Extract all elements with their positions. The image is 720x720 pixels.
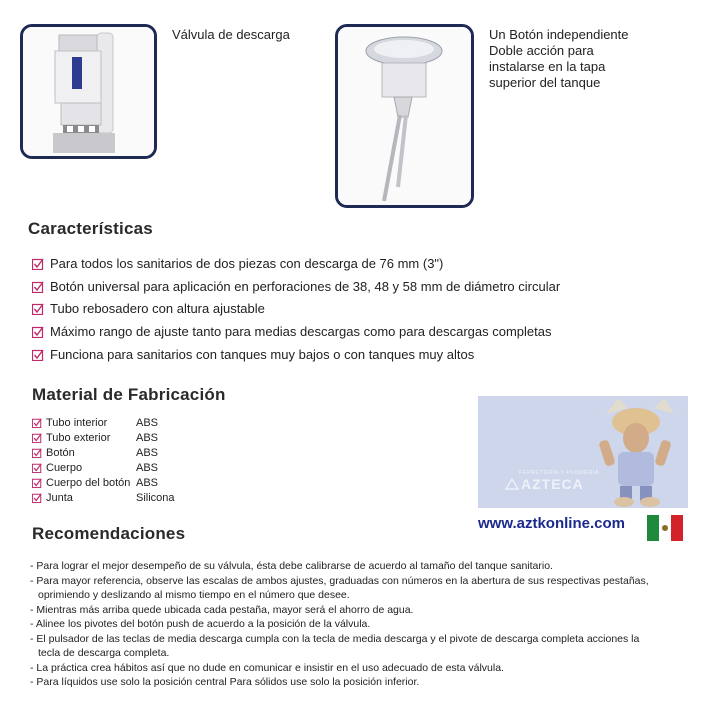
recommendation-item: - Para lograr el mejor desempeño de su válvula, ésta debe calibrarse de acuerdo al tamaño del tanque sanitario. xyxy=(30,560,553,572)
material-part: Tubo exterior xyxy=(46,432,111,444)
valve-caption: Válvula de descarga xyxy=(172,27,290,42)
material-value: Silicona xyxy=(136,492,175,504)
recommendation-item: oprimiendo y deslizando al mismo tiempo en el número que desee. xyxy=(38,589,350,601)
button-caption-line: Doble acción para xyxy=(489,43,594,58)
recommendations-list xyxy=(30,559,700,690)
checkbox-checked-icon xyxy=(32,303,44,315)
checkbox-checked-icon xyxy=(32,493,42,503)
recommendation-item: - Para mayor referencia, observe las escalas de ambos ajustes, graduadas con números en la abertura de sus respectivas pestañas, xyxy=(30,574,649,587)
recommendation-item: - La práctica crea hábitos así que no dude en comunicar e insistir en el uso adecuado de esta válvula. xyxy=(30,661,504,674)
valve-photo xyxy=(20,24,157,159)
material-row xyxy=(32,461,158,475)
mexico-flag-icon xyxy=(647,515,683,541)
website-link[interactable]: www.aztkonline.com xyxy=(478,515,625,532)
checkbox-checked-icon xyxy=(32,281,44,293)
recommendation-item: - Alinee los pivotes del botón push de acuerdo a la posición de la válvula. xyxy=(30,618,371,630)
features-heading: Características xyxy=(28,219,153,238)
button-caption-line: Un Botón independiente xyxy=(489,27,629,42)
checkbox-checked-icon xyxy=(32,258,44,270)
materials-heading: Material de Fabricación xyxy=(32,385,226,404)
material-value: ABS xyxy=(136,477,159,489)
recommendation-item: - Mientras más arriba quede ubicada cada pestaña, mayor será el ahorro de agua. xyxy=(30,603,414,616)
feature-text: Para todos los sanitarios de dos piezas con descarga de 76 mm (3") xyxy=(50,256,444,271)
material-value: ABS xyxy=(136,462,159,474)
material-value: ABS xyxy=(136,432,159,444)
feature-item xyxy=(32,279,560,294)
button-caption xyxy=(489,27,629,91)
feature-text: Botón universal para aplicación en perforaciones de 38, 48 y 58 mm de diámetro circular xyxy=(50,279,561,294)
brand-mascot-panel xyxy=(478,396,688,508)
feature-item xyxy=(32,256,443,271)
checkbox-checked-icon xyxy=(32,418,42,428)
feature-item xyxy=(32,301,265,316)
recommendations-heading: Recomendaciones xyxy=(32,524,186,543)
material-row xyxy=(32,446,158,460)
recommendation-item: - El pulsador de las teclas de media descarga cumpla con la tecla de media descarga y el pivote de descarga completa acciones la xyxy=(30,632,640,645)
feature-text: Funciona para sanitarios con tanques muy bajos o con tanques muy altos xyxy=(50,347,475,362)
material-part: Botón xyxy=(46,447,75,459)
material-part: Junta xyxy=(46,492,73,504)
button-photo xyxy=(335,24,474,208)
checkbox-checked-icon xyxy=(32,433,42,443)
recommendation-item: tecla de descarga completa. xyxy=(38,647,170,659)
material-part: Cuerpo del botón xyxy=(46,477,131,489)
material-row xyxy=(32,476,158,490)
checkbox-checked-icon xyxy=(32,463,42,473)
material-value: ABS xyxy=(136,417,159,429)
button-caption-line: superior del tanque xyxy=(489,75,601,90)
feature-text: Máximo rango de ajuste tanto para medias descargas como para descargas completas xyxy=(50,324,552,339)
material-part: Cuerpo xyxy=(46,462,83,474)
button-caption-line: instalarse en la tapa xyxy=(489,59,606,74)
feature-text: Tubo rebosadero con altura ajustable xyxy=(50,301,265,316)
checkbox-checked-icon xyxy=(32,448,42,458)
push-button-image xyxy=(338,27,471,205)
brand-name: AZTECA xyxy=(521,476,584,492)
recommendation-item: - Para líquidos use solo la posición central Para sólidos use solo la posición inferior. xyxy=(30,676,420,688)
checkbox-checked-icon xyxy=(32,478,42,488)
brand-tagline: FERRETERÍA Y PLOMERÍA xyxy=(519,470,599,476)
brand-logo xyxy=(505,470,599,492)
feature-item xyxy=(32,324,552,339)
material-part: Tubo interior xyxy=(46,417,108,429)
material-row xyxy=(32,491,175,505)
material-row xyxy=(32,431,158,445)
feature-item xyxy=(32,347,474,362)
material-value: ABS xyxy=(136,447,159,459)
checkbox-checked-icon xyxy=(32,349,44,361)
material-row xyxy=(32,416,158,430)
brand-glyph-icon xyxy=(505,478,519,490)
checkbox-checked-icon xyxy=(32,326,44,338)
flush-valve-image xyxy=(23,27,154,156)
